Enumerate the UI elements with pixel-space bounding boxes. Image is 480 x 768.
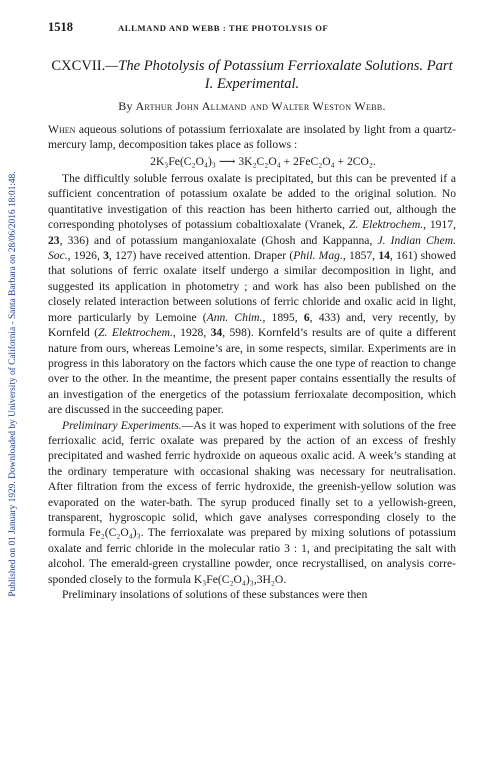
text-run: , 1895, (262, 310, 304, 324)
page-number: 1518 (48, 20, 73, 34)
body-paragraph-2 (48, 418, 456, 587)
text-run: . The ferrioxalate was prepared by mixing solutions of potassium oxalate and ferric chloride in the molecular ratio 3 : 1, and precipitating the salt with alcohol. The emerald-green crystalline powder, once recrystallised, on analysis corresponded closely to the formula (48, 526, 456, 586)
reaction-equation (70, 154, 456, 169)
journal-citation: Ann. Chim. (206, 310, 263, 324)
text-run: , 1917, (423, 218, 456, 232)
download-notice: Published on 01 January 1929. Downloaded by University of California - Santa Barbara on 28/06/2016 18:01:48. (8, 171, 18, 597)
body-paragraph-3: Preliminary insolations of solutions of these substances were then (62, 588, 368, 601)
author-line (48, 99, 456, 114)
volume-number: 34 (210, 326, 223, 340)
intro-text: aqueous solutions of potassium ferrioxalate are insolated by light from a quartz-mercury lamp, decomposition takes place as follows : (48, 122, 456, 152)
text-run: . (283, 572, 287, 586)
journal-citation: Z. Elektrochem. (348, 218, 424, 232)
text-run: , 1928, (172, 326, 211, 340)
by-label: By (118, 99, 133, 114)
chemical-formula: K₃Fe(C₂O₄)₃,3H₂O (193, 572, 284, 586)
text-run: , 598). Kornfeld’s results are of quite a different nature from ours, whereas Lemoine’s are, in some respects, similar. Experiments are in progress in this laboratory on the factors which cause the one type of reaction to change over to the other. In the meantime, the present paper contains essentially the results of an investigation of the energetics of the potassium ferrioxalate decomposition, which are discussed in the succeeding paper. (48, 326, 456, 417)
journal-citation: J. Indian Chem. Soc. (48, 233, 456, 263)
volume-number: 23 (48, 233, 60, 247)
text-run: —As it was hoped to experiment with solutions of the free ferrioxalic acid, ferric oxalate was prepared by the action of an excess of freshly precipitated and washed ferric hydroxide on aqueous oxalic acid. A week’s standing at the ordinary temperature with occasional shaking was necessary for neutralisation. After filtration from the excess of ferric hydroxide, the greenish-yellow solution was evaporated on the water-bath. The syrup produced finally set to a yellowish-green, transparent, hygroscopic solid, which gave analyses corresponding closely to the formula (48, 418, 456, 540)
equation-reactant: 2K₃Fe(C₂O₄)₃ (150, 154, 216, 168)
section-number: CXCVII. (51, 58, 106, 75)
journal-citation: Phil. Mag. (293, 249, 343, 263)
chemical-formula: Fe₂(C₂O₄)₃ (89, 526, 141, 540)
text-run: The difficultly soluble ferrous oxalate is precipitated, but this can be prevented if a sufficient concentration of potassium oxalate be added to the original solution. No quantitative investigation of this reaction has been hitherto carried out, although the corresponding photolyses of potassium cobaltioxalate (Vranek, (48, 172, 456, 232)
text-run: , 1926, (67, 249, 104, 263)
journal-page (48, 20, 456, 602)
text-run: , 161) showed that solutions of ferric oxalate itself undergo a similar decomposition in light, and suggested its application in photometry ; and work has also been published on the closely related interaction between solutions of ferric chloride and oxalic acid in light, more particularly by Lemoine ( (48, 249, 456, 324)
text-run: , 127) have received attention. Draper ( (108, 249, 294, 263)
body-paragraph-1 (48, 171, 456, 418)
article-title (48, 57, 456, 93)
title-text: —The Photolysis of Potassium Ferrioxalate Solutions. Part I. Experimental. (105, 58, 453, 93)
volume-number: 14 (378, 249, 390, 263)
text-run: , 1857, (342, 249, 379, 263)
intro-first-word: When (48, 122, 76, 136)
subsection-heading: Preliminary Experiments. (62, 418, 182, 432)
volume-number: 3 (103, 249, 109, 263)
running-head (48, 20, 456, 36)
text-run: , 336) and of potassium manganioxalate (Ghosh and Kappanna, (59, 233, 378, 247)
download-watermark (0, 0, 26, 768)
intro-paragraph (48, 122, 456, 153)
text-run: , 433) and, very recently, by Kornfeld ( (48, 310, 456, 340)
equation-products: 3K₂C₂O₄ + 2FeC₂O₄ + 2CO₂. (238, 154, 376, 168)
volume-number: 6 (303, 310, 310, 324)
journal-citation: Z. Elektrochem. (98, 326, 173, 340)
running-head-title: ALLMAND AND WEBB : THE PHOTOLYSIS OF (118, 23, 329, 33)
author-names: Arthur John Allmand and Walter Weston Webb. (135, 99, 386, 114)
equation-arrow: ⟶ (218, 154, 236, 168)
